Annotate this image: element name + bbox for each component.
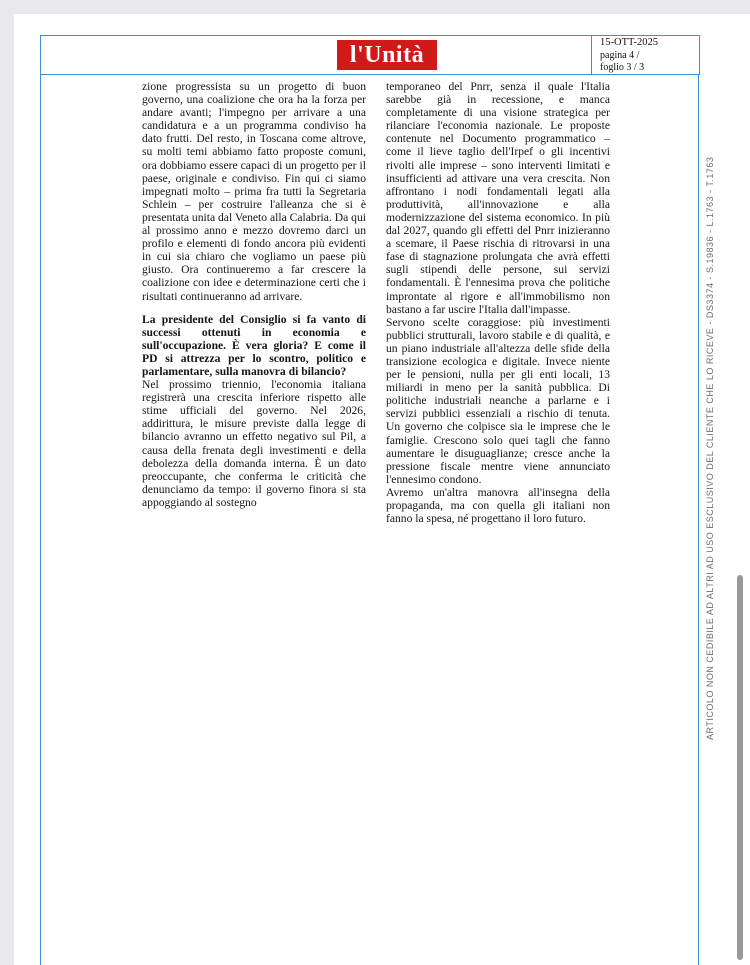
- paragraph: Servono scelte coraggiose: più investimenti pubblici strutturali, lavoro stabile e di qualità, e un piano industriale all'altezza delle sfide della transizione ecologica e digitale. Invece niente per le pensioni, nulla per gli enti locali, 13 miliardi in meno per la sanità pubblica. Di politiche industriali neanche a parlarne e i servizi pubblici essenziali a rischio di tenuta. Un governo che colpisce sia le imprese che le famiglie. Crescono solo quei tagli che fanno aumentare le disuguaglianze; cresce anche la pressione fiscale mentre viene annunciato l'ennesimo condono.: [386, 315, 610, 486]
- paragraph: Avremo un'altra manovra all'insegna della propaganda, ma con quella gli italiani non fanno la spesa, né progettano il loro futuro.: [386, 485, 610, 526]
- page-meta: [600, 37, 696, 75]
- frame-right-line: [698, 75, 699, 965]
- sheet-number: foglio 3 / 3: [600, 62, 645, 73]
- publication-date: 15-OTT-2025: [600, 37, 658, 48]
- newspaper-logo: l'Unità: [337, 40, 437, 70]
- article-column-2: [386, 80, 610, 525]
- paragraph: zione progressista su un progetto di buon governo, una coalizione che ora ha la forza per andare avanti; l'impegno per arrivare a una candidatura e a un programma condiviso ha dato frutti. Del resto, in Toscana come altrove, su molti temi abbiamo fatto proposte comuni, ora dobbiamo essere capaci di un progetto per il paese, originale e condiviso. Fin qui ci siamo impegnati molto – prima fra tutti la Segretaria Schlein – per costruire l'alleanza che si è presentata unita dal Veneto alla Calabria. Da qui al prossimo anno e mezzo dovremo darci un profilo e elementi di fondo ancora più evidenti in cui sia chiaro che vogliamo un paese più giusto. Ora continueremo a far crescere la coalizione con idee e determinazione certi che i risultati continueranno ad arrivare.: [142, 80, 366, 303]
- article-column-1: [142, 80, 366, 509]
- page-sheet: [14, 14, 750, 965]
- scrollbar[interactable]: [737, 575, 743, 960]
- interview-question: La presidente del Consiglio si fa vanto di successi ottenuti in economia e sull'occupazione. È vera gloria? E come il PD si attrezza per lo scontro, politico e parlamentare, sulla manovra di bilancio?: [142, 312, 366, 378]
- copyright-notice: ARTICOLO NON CEDIBILE AD ALTRI AD USO ESCLUSIVO DEL CLIENTE CHE LO RICEVE - DS3374 - S.19836 - L.1763 - T.1763: [705, 156, 715, 740]
- page-number: pagina 4 /: [600, 49, 640, 61]
- paragraph: Nel prossimo triennio, l'economia italiana registrerà una crescita inferiore rispetto alle stime ufficiali del governo. Nel 2026, addirittura, le misure previste dalla legge di bilancio avranno un effetto negativo sul Pil, a causa della frenata degli investimenti e della debolezza della domanda interna. È un dato preoccupante, che conferma le criticità che denunciamo da tempo: il governo finora si sta appoggiando al sostegno: [142, 378, 366, 509]
- paragraph: temporaneo del Pnrr, senza il quale l'Italia sarebbe già in recessione, e manca completamente di una visione strategica per rilanciare l'economia nazionale. Le proposte contenute nel Documento programmatico – come il lieve taglio dell'Irpef o gli incentivi rivolti alle imprese – sono interventi limitati e insufficienti ad attivare una vera crescita. Non affrontano i nodi fondamentali legati alla produttività, all'innovazione e alla modernizzazione del sistema economico. In più dal 2027, quando gli effetti del Pnrr inizieranno a scemare, il Paese rischia di ritrovarsi in una fase di stagnazione prolungata che avrà effetti sugli stipendi delle persone, sui servizi fondamentali. È l'ennesima prova che politiche improntate al rigore e all'immobilismo non bastano a far uscire l'Italia dall'impasse.: [386, 80, 610, 316]
- header-divider: [591, 35, 592, 75]
- frame-left-line: [40, 75, 41, 965]
